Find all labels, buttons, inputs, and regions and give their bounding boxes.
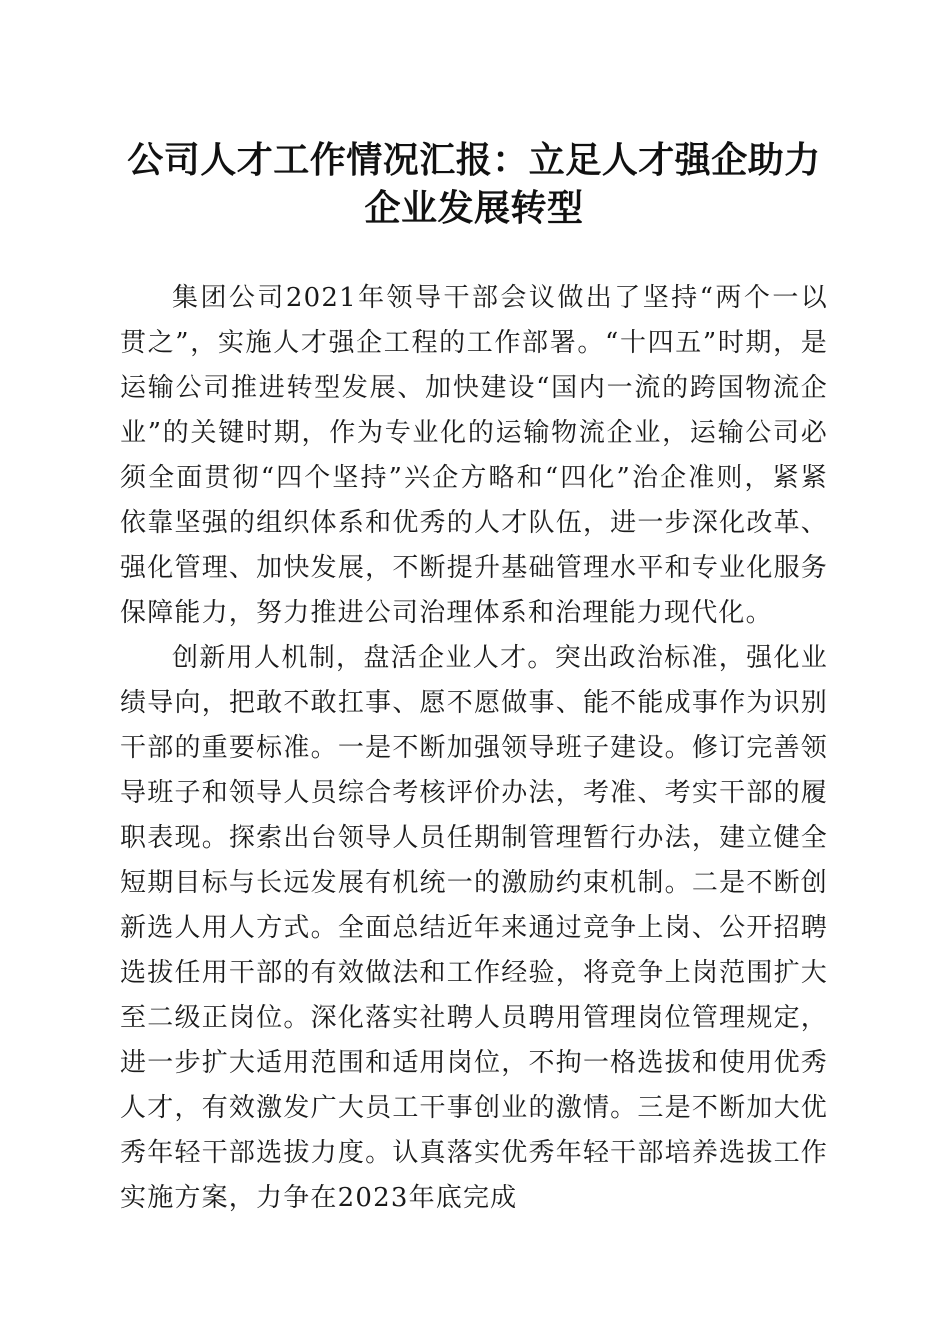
document-title: 公司人才工作情况汇报：立足人才强企助力企业发展转型: [127, 139, 821, 229]
document-body: [120, 276, 828, 1221]
paragraph-employment-mechanism: 创新用人机制，盘活企业人才。突出政治标准，强化业绩导向，把敢不敢扛事、愿不愿做事、能不能成事作为识别干部的重要标准。一是不断加强领导班子建设。修订完善领导班子和领导人员综合考核评价办法，考准、考实干部的履职表现。探索出台领导人员任期制管理暂行办法，建立健全短期目标与长远发展有机统一的激励约束机制。二是不断创新选人用人方式。全面总结近年来通过竞争上岗、公开招聘选拔任用干部的有效做法和工作经验，将竞争上岗范围扩大至二级正岗位。深化落实社聘人员聘用管理岗位管理规定，进一步扩大适用范围和适用岗位，不拘一格选拔和使用优秀人才，有效激发广大员工干事创业的激情。三是不断加大优秀年轻干部选拔力度。认真落实优秀年轻干部培养选拔工作实施方案，力争在2023年底完成: [120, 643, 828, 1213]
paragraph-talent-strategy: 集团公司2021年领导干部会议做出了坚持“两个一以贯之”，实施人才强企工程的工作部署。“十四五”时期，是运输公司推进转型发展、加快建设“国内一流的跨国物流企业”的关键时期，作为专业化的运输物流企业，运输公司必须全面贯彻“四个坚持”兴企方略和“四化”治企准则，紧紧依靠坚强的组织体系和优秀的人才队伍，进一步深化改革、强化管理、加快发展，不断提升基础管理水平和专业化服务保障能力，努力推进公司治理体系和治理能力现代化。: [120, 283, 828, 628]
